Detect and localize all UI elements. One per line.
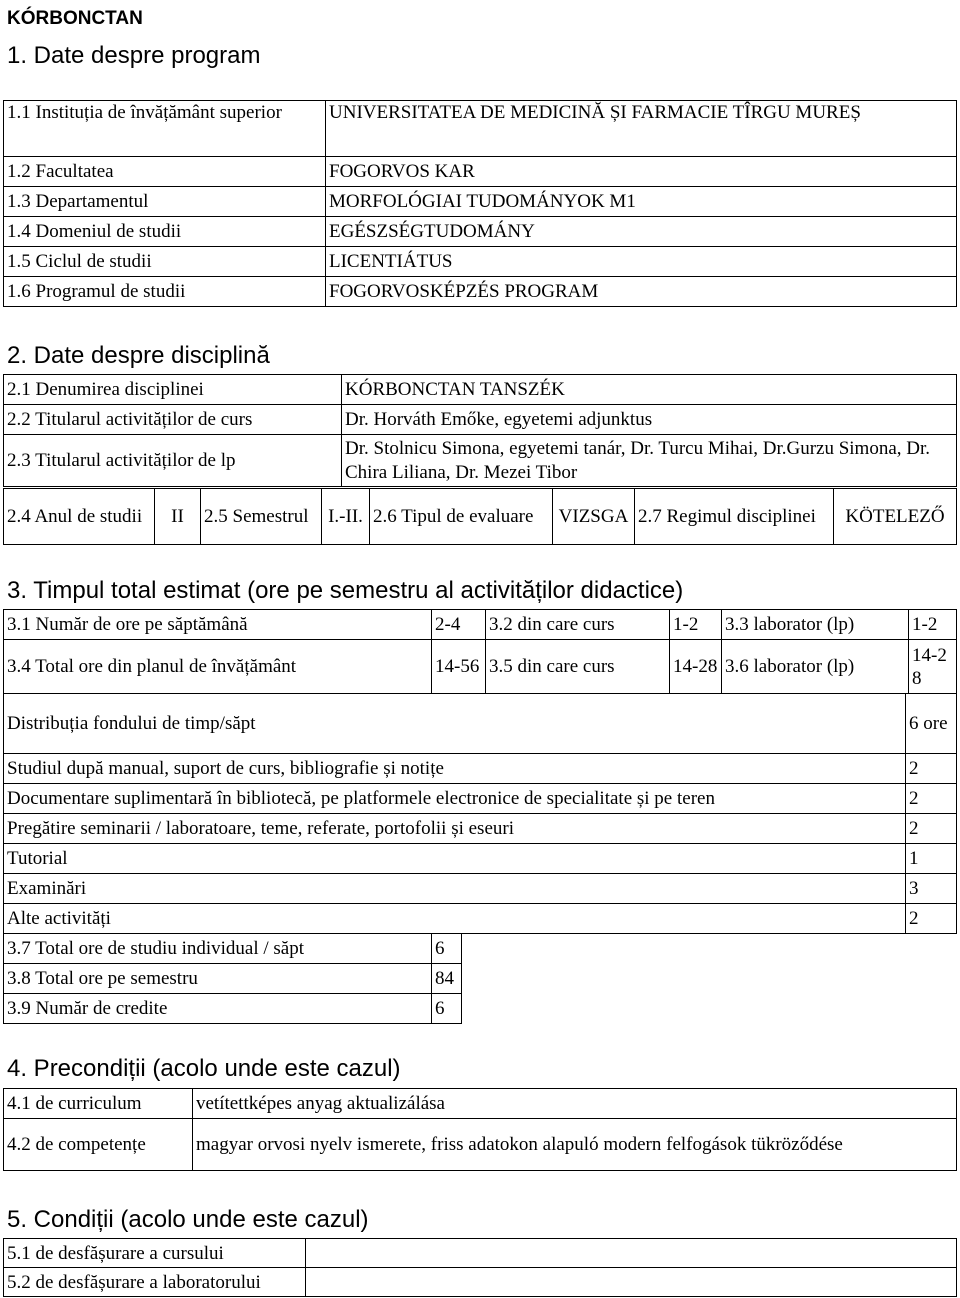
cell-label: 3.5 din care curs — [486, 640, 670, 694]
time-totals-table — [3, 933, 462, 1024]
table-row — [4, 247, 957, 277]
cell-value: 14-28 — [909, 640, 957, 694]
section-3-heading: 3. Timpul total estimat (ore pe semestru al activităților didactice) — [7, 577, 684, 604]
program-info-table — [3, 100, 957, 307]
row-label: 1.6 Programul de studii — [4, 277, 326, 307]
condition-value — [306, 1268, 957, 1297]
table-row — [4, 489, 957, 545]
conditions-table — [3, 1238, 957, 1297]
regime-label: 2.7 Regimul disciplinei — [635, 489, 834, 545]
table-row — [4, 435, 957, 487]
distribution-value: 6 ore — [906, 694, 957, 754]
cell-value: 14-56 — [432, 640, 486, 694]
cell-value: 1-2 — [670, 610, 722, 640]
row-value: KÓRBONCTAN TANSZÉK — [342, 375, 957, 405]
section-1-heading: 1. Date despre program — [7, 42, 261, 69]
total-value: 6 — [432, 934, 462, 964]
row-value: MORFOLÓGIAI TUDOMÁNYOK M1 — [326, 187, 957, 217]
total-label: 3.7 Total ore de studiu individual / săpt — [4, 934, 432, 964]
table-row — [4, 375, 957, 405]
activity-hours: 2 — [906, 904, 957, 934]
precondition-value: vetítettképes anyag aktualizálása — [193, 1089, 957, 1119]
time-estimate-table — [3, 609, 957, 694]
evaluation-value: VIZSGA — [553, 489, 635, 545]
semester-value: I.-II. — [322, 489, 370, 545]
condition-value — [306, 1239, 957, 1268]
table-row — [4, 814, 957, 844]
row-label: 1.5 Ciclul de studii — [4, 247, 326, 277]
row-value: EGÉSZSÉGTUDOMÁNY — [326, 217, 957, 247]
activity-hours: 3 — [906, 874, 957, 904]
row-label: 1.4 Domeniul de studii — [4, 217, 326, 247]
table-row — [4, 217, 957, 247]
activity-hours: 2 — [906, 754, 957, 784]
activity-hours: 2 — [906, 814, 957, 844]
activity-label: Pregătire seminarii / laboratoare, teme, referate, portofolii și eseuri — [4, 814, 906, 844]
row-label: 2.1 Denumirea disciplinei — [4, 375, 342, 405]
year-value: II — [155, 489, 201, 545]
condition-label: 5.2 de desfășurare a laboratorului — [4, 1268, 306, 1297]
precondition-label: 4.1 de curriculum — [4, 1089, 193, 1119]
activity-label: Studiul după manual, suport de curs, bibliografie și notițe — [4, 754, 906, 784]
table-row — [4, 1239, 957, 1268]
total-label: 3.8 Total ore pe semestru — [4, 964, 432, 994]
activity-label: Alte activități — [4, 904, 906, 934]
table-row — [4, 934, 462, 964]
table-row — [4, 157, 957, 187]
condition-label: 5.1 de desfășurare a cursului — [4, 1239, 306, 1268]
time-distribution-table — [3, 693, 957, 934]
cell-label: 3.1 Număr de ore pe săptămână — [4, 610, 432, 640]
section-4-heading: 4. Precondiții (acolo unde este cazul) — [7, 1055, 401, 1082]
activity-label: Documentare suplimentară în bibliotecă, pe platformele electronice de specialitate și pe teren — [4, 784, 906, 814]
total-label: 3.9 Număr de credite — [4, 994, 432, 1024]
row-value: FOGORVOSKÉPZÉS PROGRAM — [326, 277, 957, 307]
activity-label: Examinări — [4, 874, 906, 904]
regime-value: KÖTELEZŐ — [834, 489, 957, 545]
cell-value: 1-2 — [909, 610, 957, 640]
row-value: FOGORVOS KAR — [326, 157, 957, 187]
cell-value: 2-4 — [432, 610, 486, 640]
table-row — [4, 277, 957, 307]
row-value: LICENTIÁTUS — [326, 247, 957, 277]
evaluation-label: 2.6 Tipul de evaluare — [370, 489, 553, 545]
precondition-label: 4.2 de competențe — [4, 1119, 193, 1171]
row-label: 2.3 Titularul activităților de lp — [4, 435, 342, 487]
table-row — [4, 640, 957, 694]
discipline-details-table — [3, 488, 957, 545]
row-label: 1.1 Instituția de învățământ superior — [4, 101, 326, 157]
cell-label: 3.4 Total ore din planul de învățământ — [4, 640, 432, 694]
distribution-label: Distribuția fondului de timp/săpt — [4, 694, 906, 754]
total-value: 6 — [432, 994, 462, 1024]
activity-hours: 1 — [906, 844, 957, 874]
table-row — [4, 1119, 957, 1171]
document-title: KÓRBONCTAN — [7, 8, 143, 29]
year-label: 2.4 Anul de studii — [4, 489, 155, 545]
row-value: UNIVERSITATEA DE MEDICINĂ ȘI FARMACIE TÎRGU MUREȘ — [326, 101, 957, 157]
table-row — [4, 994, 462, 1024]
activity-label: Tutorial — [4, 844, 906, 874]
table-row — [4, 964, 462, 994]
table-row — [4, 1089, 957, 1119]
total-value: 84 — [432, 964, 462, 994]
section-5-heading: 5. Condiții (acolo unde este cazul) — [7, 1206, 369, 1233]
row-label: 1.2 Facultatea — [4, 157, 326, 187]
row-value: Dr. Horváth Emőke, egyetemi adjunktus — [342, 405, 957, 435]
precondition-value: magyar orvosi nyelv ismerete, friss adatokon alapuló modern felfogások tükröződése — [193, 1119, 957, 1171]
row-label: 1.3 Departamentul — [4, 187, 326, 217]
cell-value: 14-28 — [670, 640, 722, 694]
table-row — [4, 694, 957, 754]
section-2-heading: 2. Date despre disciplină — [7, 342, 270, 369]
cell-label: 3.2 din care curs — [486, 610, 670, 640]
table-row — [4, 101, 957, 157]
table-row — [4, 1268, 957, 1297]
table-row — [4, 405, 957, 435]
table-row — [4, 904, 957, 934]
table-row — [4, 754, 957, 784]
table-row — [4, 187, 957, 217]
table-row — [4, 874, 957, 904]
row-label: 2.2 Titularul activităților de curs — [4, 405, 342, 435]
cell-label: 3.6 laborator (lp) — [722, 640, 909, 694]
cell-label: 3.3 laborator (lp) — [722, 610, 909, 640]
table-row — [4, 844, 957, 874]
activity-hours: 2 — [906, 784, 957, 814]
table-row — [4, 610, 957, 640]
table-row — [4, 784, 957, 814]
discipline-info-table — [3, 374, 957, 487]
preconditions-table — [3, 1088, 957, 1171]
semester-label: 2.5 Semestrul — [201, 489, 322, 545]
row-value: Dr. Stolnicu Simona, egyetemi tanár, Dr. Turcu Mihai, Dr.Gurzu Simona, Dr. Chira Liliana, Dr. Mezei Tibor — [342, 435, 957, 487]
